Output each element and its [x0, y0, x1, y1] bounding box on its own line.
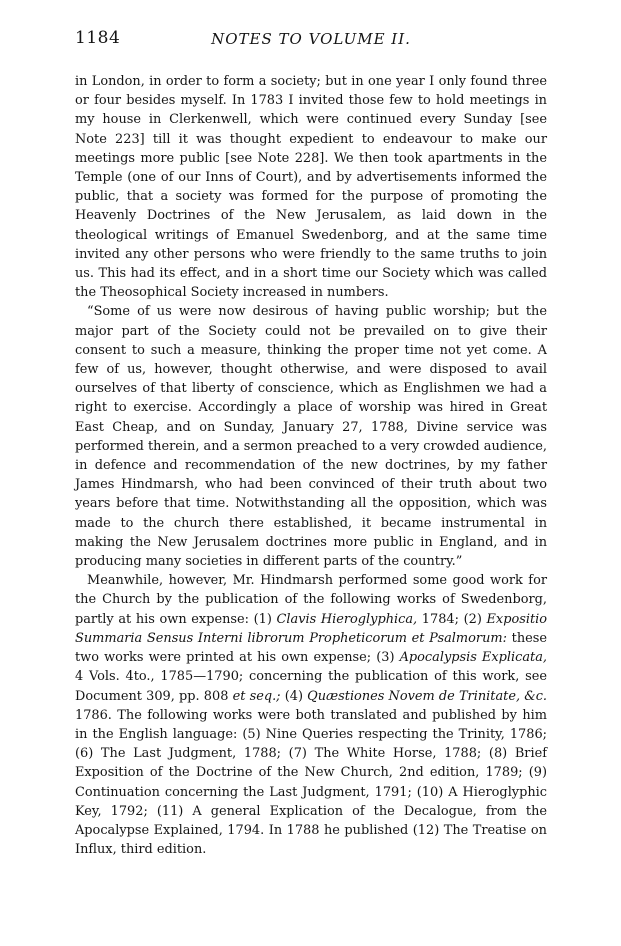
paragraph-text: 4 Vols. 4to., 1785—1790; concerning the publication of this work, see Document 309, pp. 808 [75, 669, 547, 704]
running-header [75, 28, 547, 52]
work-title-expositio: Expositio Summaria Sensus Interni librorum Propheticorum et Psalmorum: [75, 611, 548, 646]
book-page [75, 28, 547, 859]
paragraph-quoted-letter [75, 302, 547, 571]
work-title-clavis: Clavis Hieroglyphica, [276, 611, 418, 627]
paragraph-text: 1784; (2) [417, 611, 487, 627]
paragraph-text: 1786. The following works were both translated and published by him in the English language: (5) Nine Queries respecting the Trinity, 1786; (6) The Last Judgment, 1788; (7) The White Horse, 1788; (8) Brief Exposition of the Doctrine of the New Church, 2nd edition, 1789; (9) Continuation concerning the Last Judgment, 1791; (10) A Hieroglyphic Key, 1792; (11) A general Explication of the Decalogue, from the Apocalypse Explained, 1794. In 1788 he published (12) The Treatise on Influx, third edition. [75, 707, 547, 858]
work-title-apocalypsis: Apocalypsis Explicata, [399, 650, 547, 666]
paragraph-text: “Some of us were now desirous of having public worship; but the major part of the Society could not be prevailed on to give their consent to such a measure, thinking the proper time not yet come. A few of us, however, thought otherwise, and were disposed to avail ourselves of that liberty of conscience, which as Englishmen we had a right to exercise. Accordingly a place of worship was hired in Great East Cheap, and on Sunday, January 27, 1788, Divine service was performed therein, and a sermon preached to a very crowded audience, in defence and recommendation of the new doctrines, by my father James Hindmarsh, who had been convinced of their truth about two years before that time. Notwithstanding all the opposition, which was made to the church there established, it became instrumental in making the New Jerusalem doctrines more public in England, and in producing many societies in different parts of the country.” [75, 304, 547, 570]
body-text [75, 72, 547, 859]
paragraph-continued-letter [75, 72, 547, 302]
paragraph-publications [75, 571, 547, 859]
paragraph-text: in London, in order to form a society; but in one year I only found three or four besides myself. In 1783 I invited those few to hold meetings in my house in Clerkenwell, which were continued every Sunday [see Note 223] till it was thought expedient to endeavour to make our meetings more public [see Note 228]. We then took apartments in the Temple (one of our Inns of Court), and by advertisements informed the public, that a society was formed for the purpose of promoting the Heavenly Doctrines of the New Jerusalem, as laid down in the theological writings of Emanuel Swedenborg, and at the same time invited any other persons who were friendly to the same truths to join us. This had its effect, and in a short time our Society which was called the Theosophical Society increased in numbers. [75, 74, 547, 301]
paragraph-text: Meanwhile, however, Mr. Hindmarsh performed some good work for the Church by the publication of the following works of Swedenborg, partly at his own expense: (1) [75, 573, 547, 627]
paragraph-text: these two works were printed at his own expense; (3) [75, 630, 548, 666]
latin-et-seq: et seq.; [232, 688, 281, 704]
paragraph-text: (4) [280, 688, 308, 704]
work-title-quaestiones: Quæstiones Novem de Trinitate, &c. [307, 688, 548, 704]
running-title: NOTES TO VOLUME II. [211, 30, 411, 48]
page-number: 1184 [75, 28, 121, 48]
